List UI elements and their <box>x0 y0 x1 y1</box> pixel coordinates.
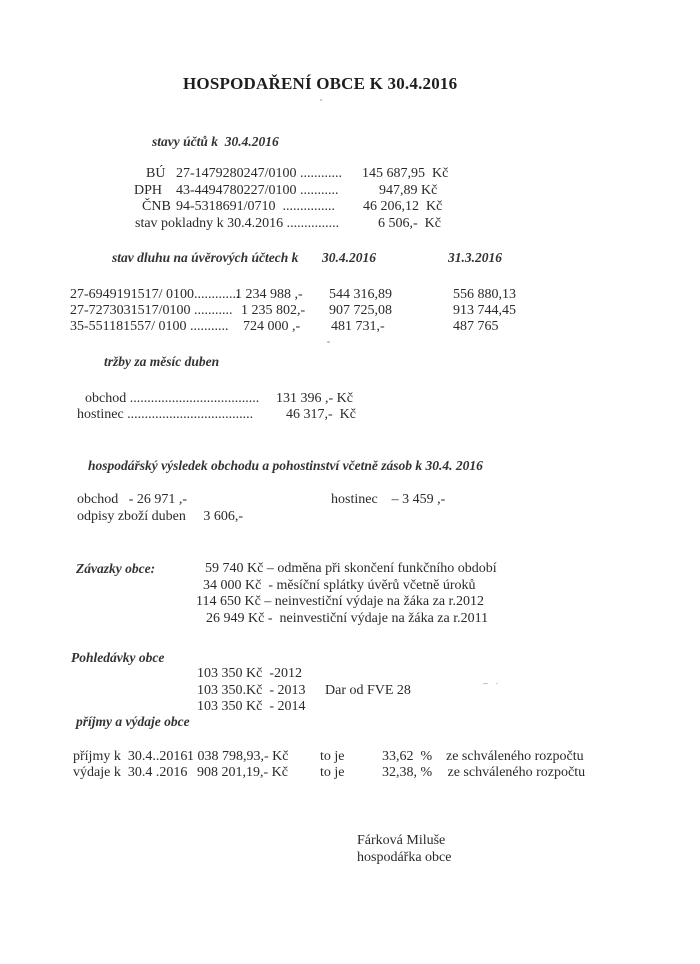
loan-previous: 487 765 <box>453 319 499 334</box>
budget-amount: 908 201,19,- Kč <box>197 765 288 780</box>
accounts-heading: stavy účtů k 30.4.2016 <box>152 134 279 149</box>
signature-name: Fárková Miluše <box>357 833 446 848</box>
revenue-label: obchod ..................................... <box>85 391 260 406</box>
scan-speck <box>496 683 498 684</box>
loan-original: 1 234 988 ,- <box>235 287 303 302</box>
receivable-item: 103 350.Kč - 2013 <box>197 683 306 698</box>
loan-account: 27-6949191517/ 0100............. <box>70 287 240 302</box>
result-pub: hostinec – 3 459 ,- <box>331 492 446 507</box>
loan-current: 544 316,89 <box>329 287 392 302</box>
cash-amount: 6 506,- Kč <box>378 216 441 231</box>
budget-text: ze schváleného rozpočtu <box>446 749 584 764</box>
revenue-amount: 131 396 ,- Kč <box>276 391 353 406</box>
revenue-heading: tržby za měsíc duben <box>104 354 220 369</box>
account-amount: 46 206,12 Kč <box>363 199 443 214</box>
loan-original: 1 235 802,- <box>241 303 306 318</box>
loans-col-date-1: 30.4.2016 <box>322 250 376 265</box>
loan-current: 481 731,- <box>331 319 385 334</box>
loan-original: 724 000 ,- <box>243 319 301 334</box>
account-number: 94-5318691/0710 ............... <box>176 199 336 214</box>
scan-speck <box>327 341 330 343</box>
receivable-note: Dar od FVE 28 <box>325 683 411 698</box>
revenue-amount: 46 317,- Kč <box>286 407 356 422</box>
account-amount: 145 687,95 Kč <box>362 166 449 181</box>
scan-speck <box>483 683 488 684</box>
liabilities-heading: Závazky obce: <box>76 561 156 576</box>
loan-current: 907 725,08 <box>329 303 392 318</box>
account-label: BÚ <box>146 166 166 181</box>
account-number: 27-1479280247/0100 ............ <box>176 166 343 181</box>
budget-pct: 33,62 % <box>382 749 433 764</box>
account-label: ČNB <box>142 199 171 214</box>
revenue-label: hostinec .................................... <box>77 407 254 422</box>
liability-item: 59 740 Kč – odměna při skončení funkčního období <box>205 561 497 576</box>
signature-role: hospodářka obce <box>357 850 452 865</box>
loan-account: 27-7273031517/0100 ........... <box>70 303 233 318</box>
page-title: HOSPODAŘENÍ OBCE K 30.4.2016 <box>183 74 458 93</box>
liability-item: 114 650 Kč – neinvestiční výdaje na žáka za r.2012 <box>196 594 484 609</box>
account-amount: 947,89 Kč <box>379 183 438 198</box>
result-writeoffs: odpisy zboží duben 3 606,- <box>77 509 244 524</box>
result-shop: obchod - 26 971 ,- <box>77 492 188 507</box>
budget-text: ze schváleného rozpočtu <box>444 765 586 780</box>
budget-label: příjmy k 30.4..2016 <box>73 749 188 764</box>
loan-account: 35-551181557/ 0100 ........... <box>70 319 229 334</box>
scan-speck <box>320 99 322 101</box>
result-heading: hospodářský výsledek obchodu a pohostinství včetně zásob k 30.4. 2016 <box>88 458 483 473</box>
account-label: DPH <box>134 183 163 198</box>
loans-col-date-2: 31.3.2016 <box>448 250 502 265</box>
account-number: 43-4494780227/0100 ........... <box>176 183 339 198</box>
receivables-heading: Pohledávky obce <box>71 650 165 665</box>
liability-item: 34 000 Kč - měsíční splátky úvěrů včetně úroků <box>203 578 476 593</box>
budget-label: výdaje k 30.4 .2016 <box>73 765 188 780</box>
loan-previous: 913 744,45 <box>453 303 516 318</box>
receivable-item: 103 350 Kč -2012 <box>197 666 302 681</box>
receivable-item: 103 350 Kč - 2014 <box>197 699 306 714</box>
liability-item: 26 949 Kč - neinvestiční výdaje na žáka za r.2011 <box>206 611 489 626</box>
budget-amount: 1 038 798,93,- Kč <box>187 749 289 764</box>
budget-pct: 32,38, % <box>382 765 433 780</box>
loans-heading: stav dluhu na úvěrových účtech k <box>112 250 299 265</box>
loan-previous: 556 880,13 <box>453 287 516 302</box>
budget-heading: příjmy a výdaje obce <box>76 714 190 729</box>
cash-label: stav pokladny k 30.4.2016 ............... <box>135 216 340 231</box>
budget-toje: to je <box>320 749 345 764</box>
budget-toje: to je <box>320 765 345 780</box>
